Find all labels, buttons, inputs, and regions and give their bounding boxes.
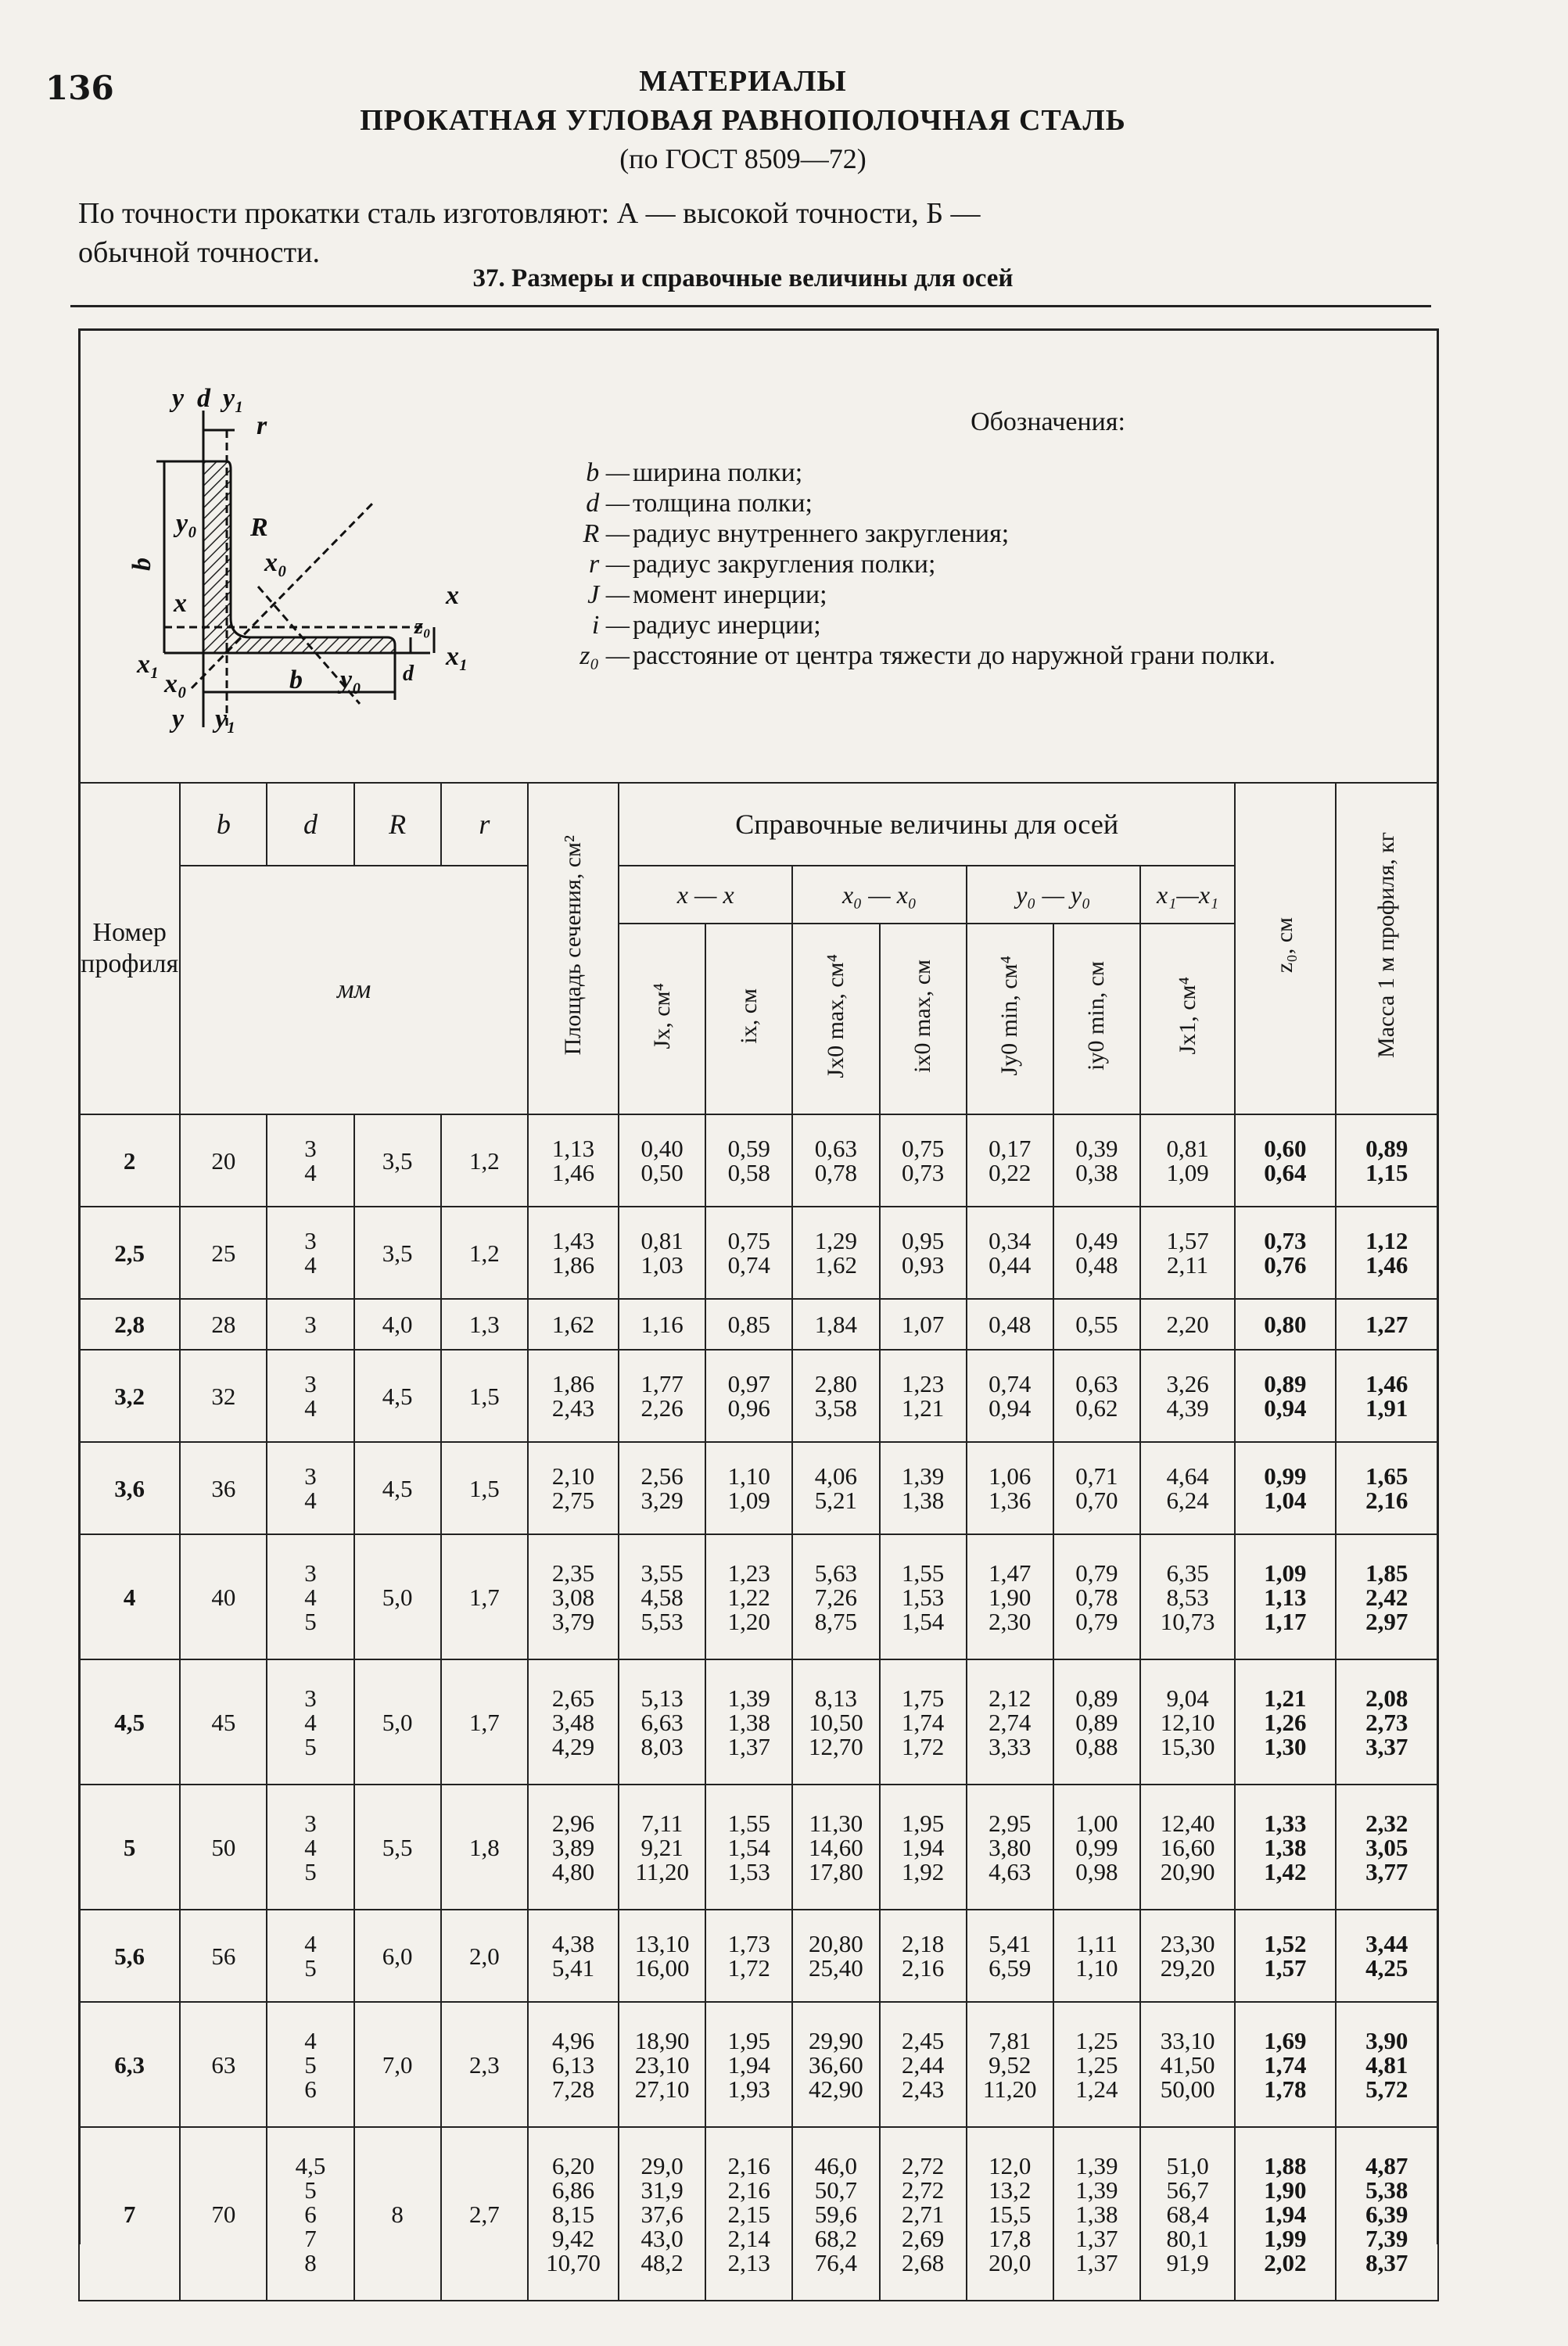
cell-iy0: 1,00 0,99 0,98: [1053, 1785, 1140, 1910]
cell-m: 3,90 4,81 5,72: [1336, 2002, 1438, 2127]
cell-d: 3 4: [267, 1207, 353, 1299]
header-b: b: [180, 783, 267, 866]
cell-no: 5: [79, 1785, 180, 1910]
label-y0-left: y₀: [176, 509, 197, 538]
cell-Jy0: 0,34 0,44: [967, 1207, 1053, 1299]
cell-A: 4,96 6,13 7,28: [528, 2002, 619, 2127]
cell-d: 3: [267, 1299, 353, 1350]
header-mm: мм: [180, 866, 528, 1114]
table-row: [79, 2002, 1438, 2127]
cell-Jx: 1,77 2,26: [619, 1350, 705, 1442]
cell-b: 36: [180, 1442, 267, 1534]
legend-text: радиус внутреннего закругления;: [633, 519, 1010, 548]
table-row: [79, 1350, 1438, 1442]
cell-b: 70: [180, 2127, 267, 2301]
cell-r: 1,2: [441, 1114, 528, 1207]
cell-b: 40: [180, 1534, 267, 1659]
legend-item: [547, 549, 1408, 579]
table-row: [79, 1442, 1438, 1534]
cell-z0: 1,33 1,38 1,42: [1235, 1785, 1335, 1910]
cell-A: 1,62: [528, 1299, 619, 1350]
table-row: [79, 2127, 1438, 2301]
cell-iy0: 0,39 0,38: [1053, 1114, 1140, 1207]
cell-Jy0: 1,06 1,36: [967, 1442, 1053, 1534]
cell-ix: 1,39 1,38 1,37: [705, 1659, 792, 1785]
cell-Jx: 18,90 23,10 27,10: [619, 2002, 705, 2127]
cell-ix0: 1,07: [880, 1299, 967, 1350]
cell-b: 25: [180, 1207, 267, 1299]
cell-Jx0: 29,90 36,60 42,90: [792, 2002, 879, 2127]
cell-Jx1: 51,0 56,7 68,4 80,1 91,9: [1140, 2127, 1235, 2301]
cell-ix0: 2,72 2,72 2,71 2,69 2,68: [880, 2127, 967, 2301]
cell-ix: 0,97 0,96: [705, 1350, 792, 1442]
cell-ix: 1,73 1,72: [705, 1910, 792, 2002]
cell-Jx0: 46,0 50,7 59,6 68,2 76,4: [792, 2127, 879, 2301]
cell-R: 8: [354, 2127, 441, 2301]
cell-r: 1,5: [441, 1350, 528, 1442]
cell-r: 1,2: [441, 1207, 528, 1299]
cell-ix0: 1,23 1,21: [880, 1350, 967, 1442]
cell-R: 4,5: [354, 1442, 441, 1534]
cell-z0: 1,69 1,74 1,78: [1235, 2002, 1335, 2127]
header-axis-y0y0: y₀ — y₀: [967, 866, 1140, 924]
cell-A: 4,38 5,41: [528, 1910, 619, 2002]
legend-symbol: J —: [587, 580, 630, 609]
label-y-bottom: y: [172, 705, 185, 734]
table-row: [79, 1785, 1438, 1910]
header-r: r: [441, 783, 528, 866]
cell-z0: 0,60 0,64: [1235, 1114, 1335, 1207]
label-x-left: x: [174, 589, 187, 618]
legend-text: ширина полки;: [633, 458, 803, 487]
legend-symbol: R —: [583, 519, 630, 548]
cell-m: 4,87 5,38 6,39 7,39 8,37: [1336, 2127, 1438, 2301]
cell-no: 2,5: [79, 1207, 180, 1299]
cell-ix: 0,75 0,74: [705, 1207, 792, 1299]
header-reference: Справочные величины для осей: [619, 783, 1235, 866]
cell-ix: 1,10 1,09: [705, 1442, 792, 1534]
cell-Jx0: 8,13 10,50 12,70: [792, 1659, 879, 1785]
cell-ix: 0,85: [705, 1299, 792, 1350]
cell-ix0: 1,95 1,94 1,92: [880, 1785, 967, 1910]
label-r: r: [257, 411, 267, 440]
cell-z0: 1,21 1,26 1,30: [1235, 1659, 1335, 1785]
cell-z0: 0,89 0,94: [1235, 1350, 1335, 1442]
cell-m: 1,85 2,42 2,97: [1336, 1534, 1438, 1659]
cell-m: 1,46 1,91: [1336, 1350, 1438, 1442]
header-area: Площадь сечения, см²: [528, 783, 619, 1114]
header-R: R: [354, 783, 441, 866]
cell-m: 1,27: [1336, 1299, 1438, 1350]
cell-z0: 1,88 1,90 1,94 1,99 2,02: [1235, 2127, 1335, 2301]
legend-item: [547, 518, 1408, 549]
cell-A: 1,13 1,46: [528, 1114, 619, 1207]
cell-m: 0,89 1,15: [1336, 1114, 1438, 1207]
angle-profile-diagram: [117, 383, 540, 751]
table-row: [79, 1534, 1438, 1659]
cell-d: 4,5 5 6 7 8: [267, 2127, 353, 2301]
cell-iy0: 0,89 0,89 0,88: [1053, 1659, 1140, 1785]
cell-A: 2,35 3,08 3,79: [528, 1534, 619, 1659]
intro-paragraph: [78, 194, 1439, 272]
cell-Jx0: 0,63 0,78: [792, 1114, 879, 1207]
cell-m: 2,32 3,05 3,77: [1336, 1785, 1438, 1910]
cell-Jx: 3,55 4,58 5,53: [619, 1534, 705, 1659]
cell-r: 1,3: [441, 1299, 528, 1350]
cell-A: 2,96 3,89 4,80: [528, 1785, 619, 1910]
cell-z0: 1,09 1,13 1,17: [1235, 1534, 1335, 1659]
legend-symbol: z₀ —: [579, 641, 630, 670]
header-Jx: Jx, см⁴: [619, 924, 705, 1114]
legend-text: радиус инерции;: [633, 611, 821, 640]
intro-line: По точности прокатки сталь изготовляют: А — высокой точности, Б —: [78, 197, 981, 230]
label-x1-right: x₁: [446, 642, 468, 671]
cell-Jy0: 1,47 1,90 2,30: [967, 1534, 1053, 1659]
label-b-vertical: b: [127, 558, 156, 571]
table-row: [79, 1910, 1438, 2002]
cell-ix: 1,55 1,54 1,53: [705, 1785, 792, 1910]
legend-title: Обозначения:: [971, 407, 1125, 436]
cell-iy0: 0,55: [1053, 1299, 1140, 1350]
label-d-top: d: [197, 384, 210, 413]
cell-A: 2,65 3,48 4,29: [528, 1659, 619, 1785]
header-z0: z₀, см: [1235, 783, 1335, 1114]
cell-R: 4,0: [354, 1299, 441, 1350]
legend-item: [547, 610, 1408, 640]
cell-Jx: 0,40 0,50: [619, 1114, 705, 1207]
label-R: R: [250, 513, 268, 542]
label-d-right: d: [403, 662, 414, 686]
cell-iy0: 0,71 0,70: [1053, 1442, 1140, 1534]
cell-ix0: 1,39 1,38: [880, 1442, 967, 1534]
cell-b: 45: [180, 1659, 267, 1785]
cell-Jx: 2,56 3,29: [619, 1442, 705, 1534]
cell-A: 6,20 6,86 8,15 9,42 10,70: [528, 2127, 619, 2301]
cell-Jx1: 4,64 6,24: [1140, 1442, 1235, 1534]
table-row: [79, 1299, 1438, 1350]
cell-Jx: 13,10 16,00: [619, 1910, 705, 2002]
table-row: [79, 1659, 1438, 1785]
legend-text: толщина полки;: [633, 489, 813, 518]
cell-Jy0: 0,48: [967, 1299, 1053, 1350]
cell-Jx0: 20,80 25,40: [792, 1910, 879, 2002]
cell-d: 3 4: [267, 1442, 353, 1534]
cell-b: 63: [180, 2002, 267, 2127]
cell-ix: 1,95 1,94 1,93: [705, 2002, 792, 2127]
cell-d: 3 4: [267, 1350, 353, 1442]
cell-ix0: 0,95 0,93: [880, 1207, 967, 1299]
label-x0-bottom: x₀: [164, 669, 187, 698]
cell-iy0: 1,25 1,25 1,24: [1053, 2002, 1140, 2127]
document-title: ПРОКАТНАЯ УГЛОВАЯ РАВНОПОЛОЧНАЯ СТАЛЬ: [360, 104, 1126, 137]
cell-Jy0: 12,0 13,2 15,5 17,8 20,0: [967, 2127, 1053, 2301]
cell-m: 1,65 2,16: [1336, 1442, 1438, 1534]
cell-z0: 0,73 0,76: [1235, 1207, 1335, 1299]
cell-Jx: 29,0 31,9 37,6 43,0 48,2: [619, 2127, 705, 2301]
table-title: 37. Размеры и справочные величины для осей: [472, 264, 1014, 292]
legend-item: [547, 457, 1408, 488]
cell-d: 3 4: [267, 1114, 353, 1207]
table-row: [79, 1207, 1438, 1299]
cell-A: 1,43 1,86: [528, 1207, 619, 1299]
cell-r: 1,7: [441, 1534, 528, 1659]
legend-item: [547, 488, 1408, 518]
cell-R: 7,0: [354, 2002, 441, 2127]
cell-no: 6,3: [79, 2002, 180, 2127]
header-ix0: ix0 max, см: [880, 924, 967, 1114]
header-Jy0: Jy0 min, см⁴: [967, 924, 1053, 1114]
label-y1-top: y₁: [223, 384, 244, 413]
cell-iy0: 0,79 0,78 0,79: [1053, 1534, 1140, 1659]
cell-R: 5,0: [354, 1534, 441, 1659]
label-z0: z₀: [414, 615, 431, 639]
label-x1-left: x₁: [137, 650, 160, 679]
cell-b: 28: [180, 1299, 267, 1350]
legend-list: [547, 457, 1408, 671]
cell-R: 5,5: [354, 1785, 441, 1910]
header-axis-x0x0: x₀ — x₀: [792, 866, 966, 924]
cell-iy0: 0,63 0,62: [1053, 1350, 1140, 1442]
cell-r: 2,7: [441, 2127, 528, 2301]
cell-no: 2,8: [79, 1299, 180, 1350]
cell-R: 6,0: [354, 1910, 441, 2002]
cell-r: 1,7: [441, 1659, 528, 1785]
cell-ix: 2,16 2,16 2,15 2,14 2,13: [705, 2127, 792, 2301]
label-x-right: x: [446, 581, 459, 610]
label-b-horizontal: b: [289, 665, 303, 694]
cell-ix0: 2,45 2,44 2,43: [880, 2002, 967, 2127]
angle-steel-table: [78, 782, 1439, 2301]
cell-Jx1: 9,04 12,10 15,30: [1140, 1659, 1235, 1785]
cell-R: 4,5: [354, 1350, 441, 1442]
cell-Jy0: 0,17 0,22: [967, 1114, 1053, 1207]
header-profile: Номер профиля: [79, 783, 180, 1114]
legend-text: радиус закругления полки;: [633, 550, 936, 579]
cell-Jx0: 1,84: [792, 1299, 879, 1350]
cell-Jx0: 1,29 1,62: [792, 1207, 879, 1299]
cell-d: 4 5: [267, 1910, 353, 2002]
cell-Jx: 0,81 1,03: [619, 1207, 705, 1299]
cell-Jy0: 2,12 2,74 3,33: [967, 1659, 1053, 1785]
cell-Jy0: 2,95 3,80 4,63: [967, 1785, 1053, 1910]
header-Jx0: Jx0 max, см⁴: [792, 924, 879, 1114]
header-d: d: [267, 783, 353, 866]
header-iy0: iy0 min, см: [1053, 924, 1140, 1114]
cell-Jy0: 5,41 6,59: [967, 1910, 1053, 2002]
cell-b: 56: [180, 1910, 267, 2002]
cell-Jx: 7,11 9,21 11,20: [619, 1785, 705, 1910]
cell-d: 4 5 6: [267, 2002, 353, 2127]
cell-Jx1: 2,20: [1140, 1299, 1235, 1350]
cell-Jx: 1,16: [619, 1299, 705, 1350]
cell-d: 3 4 5: [267, 1785, 353, 1910]
cell-d: 3 4 5: [267, 1659, 353, 1785]
page-number: 136: [45, 69, 114, 107]
header-Jx1: Jx1, см⁴: [1140, 924, 1235, 1114]
cell-ix0: 0,75 0,73: [880, 1114, 967, 1207]
cell-m: 2,08 2,73 3,37: [1336, 1659, 1438, 1785]
label-y: y: [172, 384, 185, 413]
cell-A: 2,10 2,75: [528, 1442, 619, 1534]
cell-iy0: 1,39 1,39 1,38 1,37 1,37: [1053, 2127, 1140, 2301]
legend-symbol: d —: [586, 489, 630, 518]
cell-r: 2,3: [441, 2002, 528, 2127]
cell-Jx1: 6,35 8,53 10,73: [1140, 1534, 1235, 1659]
label-y0-bottom: y₀: [340, 665, 361, 694]
table-body: [79, 1114, 1438, 2301]
cell-Jx: 5,13 6,63 8,03: [619, 1659, 705, 1785]
cell-no: 4,5: [79, 1659, 180, 1785]
label-y1-bottom: y₁: [215, 705, 236, 734]
cell-b: 50: [180, 1785, 267, 1910]
cell-Jy0: 7,81 9,52 11,20: [967, 2002, 1053, 2127]
cell-ix: 0,59 0,58: [705, 1114, 792, 1207]
cell-iy0: 1,11 1,10: [1053, 1910, 1140, 2002]
cell-b: 20: [180, 1114, 267, 1207]
header-ix: ix, см: [705, 924, 792, 1114]
cell-Jx0: 2,80 3,58: [792, 1350, 879, 1442]
cell-d: 3 4 5: [267, 1534, 353, 1659]
cell-r: 1,8: [441, 1785, 528, 1910]
cell-ix0: 1,55 1,53 1,54: [880, 1534, 967, 1659]
cell-ix0: 1,75 1,74 1,72: [880, 1659, 967, 1785]
header-axis-xx: x — x: [619, 866, 792, 924]
cell-b: 32: [180, 1350, 267, 1442]
legend-item: [547, 640, 1408, 671]
cell-R: 3,5: [354, 1114, 441, 1207]
section-title: МАТЕРИАЛЫ: [639, 65, 847, 98]
legend-text: расстояние от центра тяжести до наружной грани полки.: [633, 641, 1276, 670]
cell-no: 3,2: [79, 1350, 180, 1442]
cell-no: 7: [79, 2127, 180, 2301]
cell-Jy0: 0,74 0,94: [967, 1350, 1053, 1442]
cell-no: 2: [79, 1114, 180, 1207]
cell-iy0: 0,49 0,48: [1053, 1207, 1140, 1299]
cell-Jx1: 0,81 1,09: [1140, 1114, 1235, 1207]
cell-Jx0: 11,30 14,60 17,80: [792, 1785, 879, 1910]
cell-Jx0: 5,63 7,26 8,75: [792, 1534, 879, 1659]
cell-R: 5,0: [354, 1659, 441, 1785]
cell-Jx1: 1,57 2,11: [1140, 1207, 1235, 1299]
cell-no: 5,6: [79, 1910, 180, 2002]
legend-symbol: i —: [591, 611, 630, 640]
divider: [70, 305, 1431, 307]
cell-z0: 0,80: [1235, 1299, 1335, 1350]
cell-no: 3,6: [79, 1442, 180, 1534]
cell-R: 3,5: [354, 1207, 441, 1299]
legend-symbol: b —: [586, 458, 630, 487]
cell-no: 4: [79, 1534, 180, 1659]
standard-reference: (по ГОСТ 8509—72): [619, 143, 867, 174]
cell-m: 1,12 1,46: [1336, 1207, 1438, 1299]
cell-r: 2,0: [441, 1910, 528, 2002]
intro-line: обычной точности.: [78, 236, 320, 269]
cell-r: 1,5: [441, 1442, 528, 1534]
legend-item: [547, 579, 1408, 610]
cell-A: 1,86 2,43: [528, 1350, 619, 1442]
table-row: [79, 1114, 1438, 1207]
legend-text: момент инерции;: [633, 580, 827, 609]
cell-ix0: 2,18 2,16: [880, 1910, 967, 2002]
cell-Jx1: 23,30 29,20: [1140, 1910, 1235, 2002]
cell-Jx1: 33,10 41,50 50,00: [1140, 2002, 1235, 2127]
cell-Jx0: 4,06 5,21: [792, 1442, 879, 1534]
legend-symbol: r —: [589, 550, 630, 579]
header-mass: Масса 1 м профиля, кг: [1336, 783, 1438, 1114]
cell-m: 3,44 4,25: [1336, 1910, 1438, 2002]
header-axis-x1x1: x₁—x₁: [1140, 866, 1235, 924]
legend: [547, 407, 1408, 671]
cell-ix: 1,23 1,22 1,20: [705, 1534, 792, 1659]
label-x0-top: x₀: [264, 548, 287, 577]
cell-Jx1: 12,40 16,60 20,90: [1140, 1785, 1235, 1910]
cell-z0: 0,99 1,04: [1235, 1442, 1335, 1534]
cell-z0: 1,52 1,57: [1235, 1910, 1335, 2002]
cell-Jx1: 3,26 4,39: [1140, 1350, 1235, 1442]
